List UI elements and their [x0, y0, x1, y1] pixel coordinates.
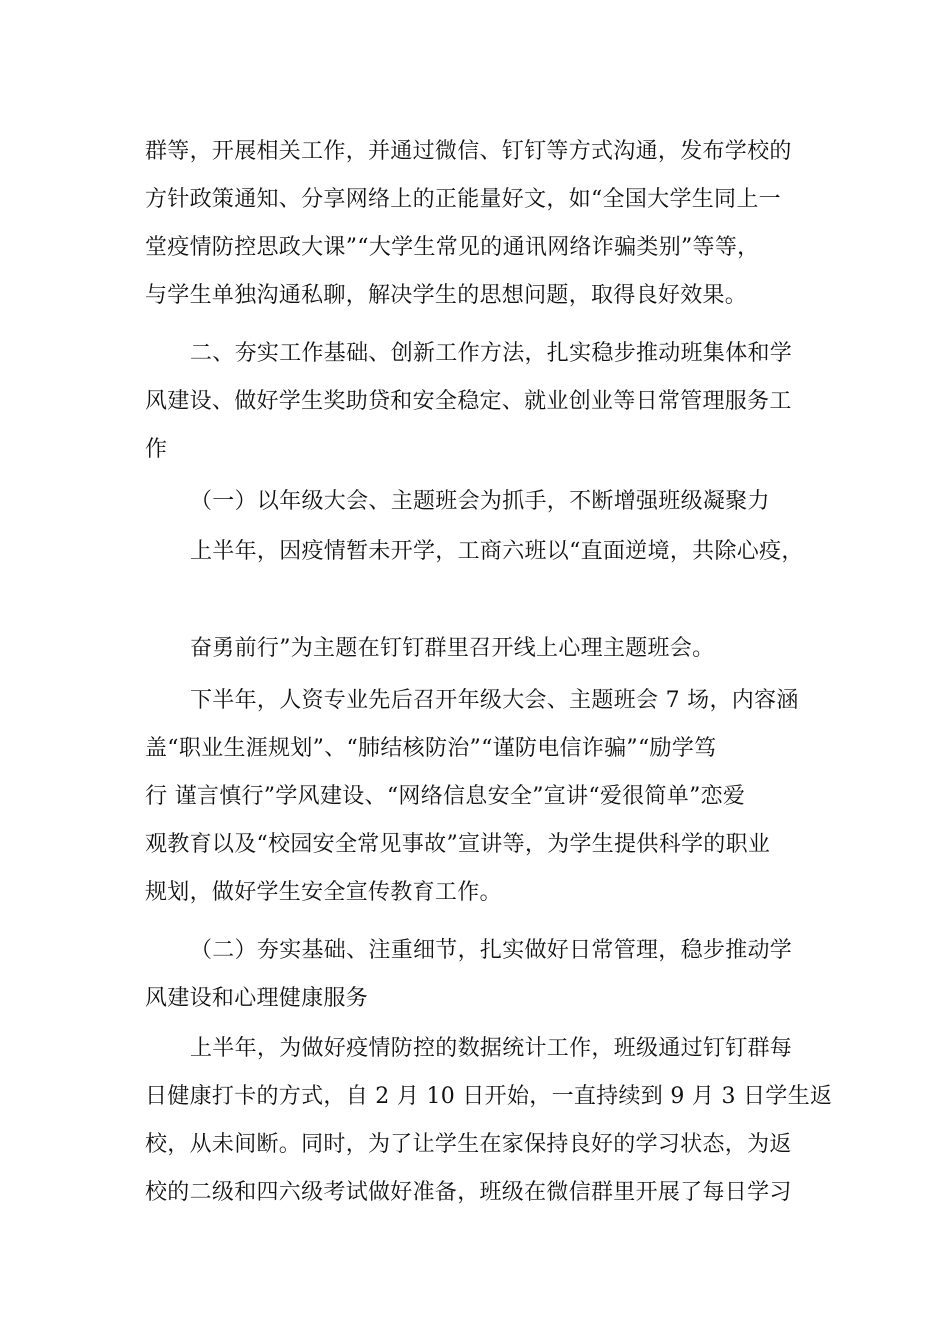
text-line: 方针政策通知、分享网络上的正能量好文，如“全国大学生同上一: [145, 187, 781, 212]
text-line: 规划，做好学生安全宣传教育工作。: [145, 880, 502, 905]
text-line: 行 谨言慎行”学风建设、“网络信息安全”宣讲“爱很简单”恋爱: [145, 784, 746, 809]
subsection-heading: （一）以年级大会、主题班会为抓手，不断增强班级凝聚力: [190, 489, 770, 514]
section-heading: 作: [145, 437, 168, 462]
text-line: 下半年，人资专业先后召开年级大会、主题班会 7 场，内容涵: [190, 688, 799, 713]
text-line: 上半年，因疫情暂未开学，工商六班以“直面逆境，共除心疫，: [190, 539, 804, 564]
section-heading: 二、夯实工作基础、创新工作方法，扎实稳步推动班集体和学: [190, 341, 793, 366]
subsection-heading: （二）夯实基础、注重细节，扎实做好日常管理，稳步推动学: [190, 938, 793, 963]
text-line: 校的二级和四六级考试做好准备，班级在微信群里开展了每日学习: [145, 1180, 792, 1205]
section-heading: 风建设、做好学生奖助贷和安全稳定、就业创业等日常管理服务工: [145, 389, 792, 414]
text-line: 奋勇前行”为主题在钉钉群里召开线上心理主题班会。: [190, 636, 715, 661]
text-line: 观教育以及“校园安全常见事故”宣讲等，为学生提供科学的职业: [145, 832, 771, 857]
text-line: 群等，开展相关工作，并通过微信、钉钉等方式沟通，发布学校的: [145, 139, 792, 164]
text-line: 校，从未间断。同时，为了让学生在家保持良好的学习状态，为返: [145, 1132, 792, 1157]
text-line: 日健康打卡的方式，自 2 月 10 日开始，一直持续到 9 月 3 日学生返: [145, 1084, 833, 1109]
text-line: 与学生单独沟通私聊，解决学生的思想问题，取得良好效果。: [145, 283, 748, 308]
subsection-heading: 风建设和心理健康服务: [145, 986, 369, 1011]
text-line: 盖“职业生涯规划”、“肺结核防治”“谨防电信诈骗”“励学笃: [145, 736, 717, 761]
text-line: 堂疫情防控思政大课”“大学生常见的通讯网络诈骗类别”等等，: [145, 235, 760, 260]
text-line: 上半年，为做好疫情防控的数据统计工作，班级通过钉钉群每: [190, 1036, 793, 1061]
